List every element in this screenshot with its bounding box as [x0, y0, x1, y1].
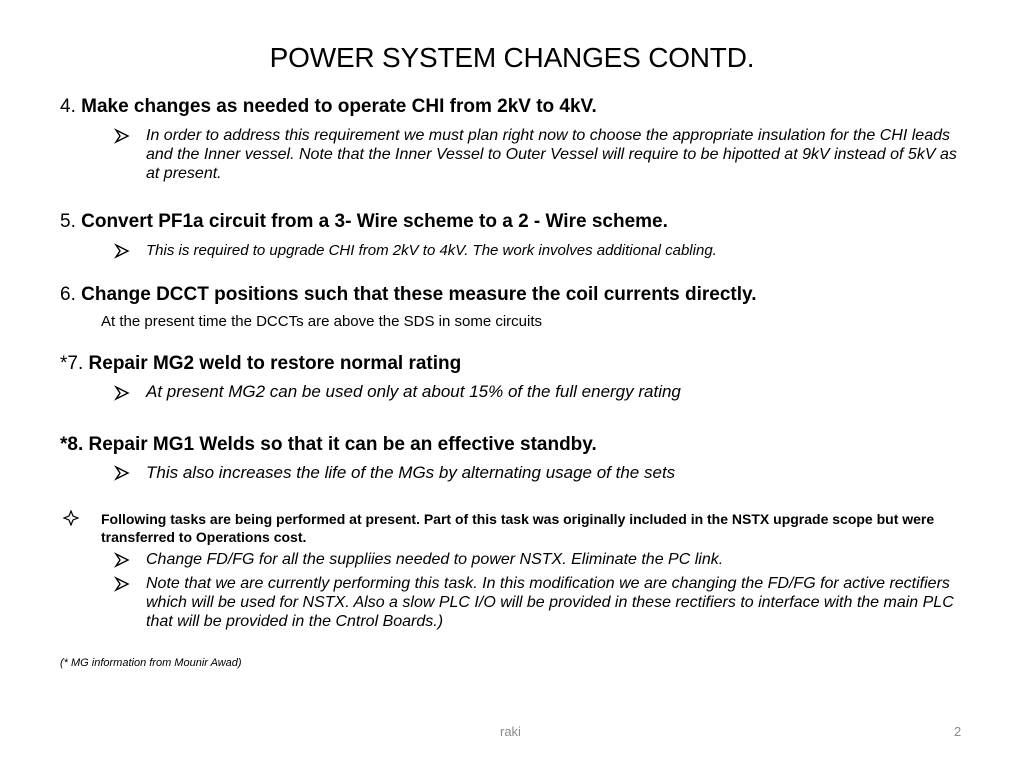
item-8-bullet: This also increases the life of the MGs by alternating usage of the sets — [146, 463, 676, 482]
arrow-bullet-icon — [114, 552, 130, 568]
item-4-number: 4. — [60, 96, 82, 117]
page-number: 2 — [954, 724, 962, 739]
item-5-number: 5. — [60, 211, 82, 232]
item-6-text: At the present time the DCCTs are above the SDS in some circuits — [101, 313, 543, 330]
arrow-bullet-icon — [114, 385, 130, 401]
following-tasks-text: Following tasks are being performed at present. Part of this task was originally included in the NSTX upgrade scope but were transferred to Operations cost. — [101, 511, 935, 545]
following-bullet-1: Change FD/FG for all the suppliies needed to power NSTX. Eliminate the PC link. — [146, 551, 724, 568]
item-7-heading-text: Repair MG2 weld to restore normal rating — [88, 353, 462, 374]
item-7-heading — [60, 353, 461, 375]
footer-author: raki — [500, 724, 521, 739]
item-5-heading-text: Convert PF1a circuit from a 3- Wire scheme to a 2 - Wire scheme. — [81, 211, 668, 232]
item-7-bullet: At present MG2 can be used only at about 15% of the full energy rating — [146, 382, 681, 401]
item-4-heading-text: Make changes as needed to operate CHI from 2kV to 4kV. — [81, 96, 597, 117]
item-4-bullet: In order to address this requirement we must plan right now to choose the appropriate insulation for the CHI leads and the Inner vessel. Note that the Inner Vessel to Outer Vessel will require to be hipotted at 9kV instead of 5kV as at present. — [146, 127, 957, 182]
item-8-heading — [60, 434, 597, 456]
arrow-bullet-icon — [114, 243, 130, 259]
item-5-bullet: This is required to upgrade CHI from 2kV to 4kV. The work involves additional cabling. — [146, 242, 717, 259]
diamond-bullet-icon — [63, 510, 79, 526]
following-bullet-2: Note that we are currently performing this task. In this modification we are changing the FD/FG for active rectifiers which will be used for NSTX. Also a slow PLC I/O will be provided in these rectifiers to interface with the main PLC that will be provided in the Cntrol Boards.) — [146, 575, 954, 630]
slide-title: POWER SYSTEM CHANGES CONTD. — [269, 42, 755, 73]
arrow-bullet-icon — [114, 128, 130, 144]
item-5-heading — [60, 211, 668, 233]
item-8-heading-text: *8. Repair MG1 Welds so that it can be an effective standby. — [60, 434, 597, 455]
mg-source-note: (* MG information from Mounir Awad) — [60, 657, 242, 669]
item-6-heading — [60, 284, 756, 306]
arrow-bullet-icon — [114, 465, 130, 481]
item-6-number: 6. — [60, 284, 82, 305]
item-7-number: *7. — [60, 353, 89, 374]
item-4-heading — [60, 96, 597, 118]
item-6-heading-text: Change DCCT positions such that these measure the coil currents directly. — [81, 284, 757, 305]
arrow-bullet-icon — [114, 576, 130, 592]
